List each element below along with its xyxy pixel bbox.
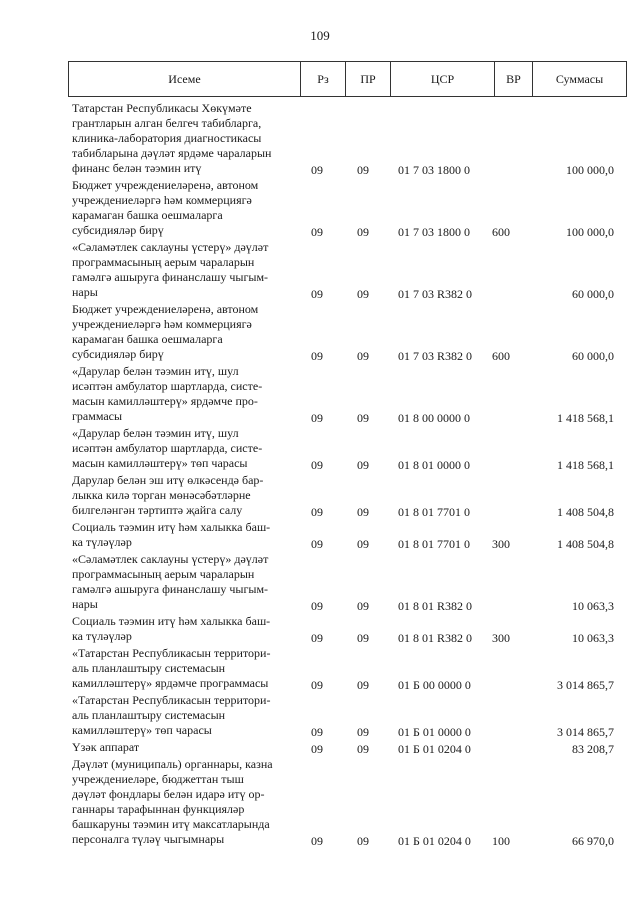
row-pr: 09: [357, 742, 369, 756]
table-row: [0, 302, 640, 364]
row-pr: 09: [357, 834, 369, 848]
table-row: [0, 364, 640, 426]
row-sum: 1 408 504,8: [557, 505, 614, 519]
row-pr: 09: [357, 725, 369, 739]
row-name-line: ка түләүләр: [72, 629, 132, 643]
row-name-line: Дәүләт (муниципаль) органнары, казна: [72, 757, 273, 771]
row-name: [72, 240, 290, 300]
row-pr: 09: [357, 537, 369, 551]
row-name-line: «Сәламәтлек саклауны үстерү» дәүләт: [72, 240, 269, 254]
row-rz: 09: [311, 725, 323, 739]
row-rz: 09: [311, 834, 323, 848]
row-vr: 100: [492, 834, 510, 848]
row-csr: 01 Б 01 0204 0: [398, 742, 471, 756]
row-rz: 09: [311, 537, 323, 551]
row-name-line: Бюджет учреждениеләренә, автоном: [72, 302, 259, 316]
row-vr: 600: [492, 349, 510, 363]
row-rz: 09: [311, 349, 323, 363]
row-name-line: Дарулар белән эш итү өлкәсендә бар-: [72, 473, 264, 487]
row-sum: 83 208,7: [572, 742, 614, 756]
row-rz: 09: [311, 225, 323, 239]
row-csr: 01 8 01 R382 0: [398, 599, 473, 613]
row-rz: 09: [311, 458, 323, 472]
row-csr: 01 8 00 0000 0: [398, 411, 470, 425]
row-sum: 3 014 865,7: [557, 725, 614, 739]
row-name-line: карамаган башка оешмаларга: [72, 208, 223, 222]
row-sum: 60 000,0: [572, 287, 614, 301]
row-name: [72, 740, 290, 755]
row-name-line: аль планлаштыру системасын: [72, 661, 226, 675]
row-csr: 01 8 01 7701 0: [398, 505, 470, 519]
budget-table-body: [0, 101, 640, 849]
row-name-line: камилләштерү» ярдәмче программасы: [72, 676, 269, 690]
row-name-line: персоналга түләү чыгымнары: [72, 832, 225, 846]
row-name: [72, 693, 290, 738]
row-name-line: гамәлгә ашыруга финанслашу чыгым-: [72, 270, 269, 284]
row-name-line: масын камилләштерү» ярдәмче про-: [72, 394, 258, 408]
row-csr: 01 8 01 7701 0: [398, 537, 470, 551]
row-name: [72, 757, 290, 847]
table-row: [0, 552, 640, 614]
row-csr: 01 Б 00 0000 0: [398, 678, 471, 692]
row-name-line: дәүләт фондлары белән идарә итү ор-: [72, 787, 265, 801]
row-name-line: финанс белән тәэмин итү: [72, 161, 202, 175]
row-csr: 01 7 03 1800 0: [398, 163, 470, 177]
row-name-line: «Дарулар белән тәэмин итү, шул: [72, 364, 239, 378]
row-name: [72, 178, 290, 238]
table-row: [0, 240, 640, 302]
page-number: 109: [310, 28, 330, 43]
row-pr: 09: [357, 225, 369, 239]
row-name-line: учреждениеләргә һәм коммерциягә: [72, 193, 252, 207]
row-sum: 100 000,0: [566, 163, 614, 177]
row-pr: 09: [357, 599, 369, 613]
table-row: [0, 473, 640, 520]
table-row: [0, 740, 640, 757]
row-name-line: «Татарстан Республикасын территори-: [72, 693, 271, 707]
row-rz: 09: [311, 742, 323, 756]
row-csr: 01 7 03 R382 0: [398, 287, 473, 301]
row-name-line: «Сәламәтлек саклауны үстерү» дәүләт: [72, 552, 269, 566]
table-row: [0, 101, 640, 178]
row-name-line: Социаль тәэмин итү һәм халыкка баш-: [72, 614, 271, 628]
column-header-pr: ПР: [346, 62, 391, 97]
row-name: [72, 302, 290, 362]
row-name: [72, 426, 290, 471]
row-name-line: субсидияләр бирү: [72, 223, 164, 237]
row-name-line: исәптән амбулатор шартларда, систе-: [72, 441, 263, 455]
row-sum: 60 000,0: [572, 349, 614, 363]
row-pr: 09: [357, 458, 369, 472]
row-csr: 01 7 03 R382 0: [398, 349, 473, 363]
row-sum: 10 063,3: [572, 599, 614, 613]
table-row: [0, 757, 640, 849]
row-name-line: субсидияләр бирү: [72, 347, 164, 361]
table-row: [0, 178, 640, 240]
row-sum: 1 418 568,1: [557, 458, 614, 472]
row-name-line: учреждениеләре, бюджеттан тыш: [72, 772, 244, 786]
row-name-line: гамәлгә ашыруга финанслашу чыгым-: [72, 582, 269, 596]
row-sum: 100 000,0: [566, 225, 614, 239]
row-name-line: масын камилләштерү» төп чарасы: [72, 456, 248, 470]
row-name-line: табибларына дәүләт ярдәме чараларын: [72, 146, 272, 160]
row-csr: 01 Б 01 0000 0: [398, 725, 471, 739]
row-name-line: Социаль тәэмин итү һәм халыкка баш-: [72, 520, 271, 534]
row-name-line: Үзәк аппарат: [72, 740, 140, 754]
table-row: [0, 614, 640, 646]
row-name-line: учреждениеләргә һәм коммерциягә: [72, 317, 252, 331]
row-name-line: «Дарулар белән тәэмин итү, шул: [72, 426, 239, 440]
row-name-line: нары: [72, 285, 98, 299]
row-pr: 09: [357, 411, 369, 425]
row-name-line: ганнары тарафыннан функцияләр: [72, 802, 245, 816]
row-vr: 300: [492, 631, 510, 645]
row-pr: 09: [357, 287, 369, 301]
row-name: [72, 364, 290, 424]
row-name-line: Татарстан Республикасы Хөкүмәте: [72, 101, 252, 115]
row-name-line: лыкка килә торган мөнәсәбәтләрне: [72, 488, 251, 502]
row-sum: 1 418 568,1: [557, 411, 614, 425]
row-sum: 66 970,0: [572, 834, 614, 848]
row-name-line: камилләштерү» төп чарасы: [72, 723, 212, 737]
row-name: [72, 552, 290, 612]
table-header: [68, 61, 627, 97]
row-rz: 09: [311, 631, 323, 645]
row-name-line: билгеләнгән тәртиптә җайга салу: [72, 503, 243, 517]
row-name-line: нары: [72, 597, 98, 611]
row-csr: 01 8 01 R382 0: [398, 631, 473, 645]
row-rz: 09: [311, 163, 323, 177]
row-name-line: программасының аерым чараларын: [72, 255, 255, 269]
row-pr: 09: [357, 349, 369, 363]
row-name-line: ка түләүләр: [72, 535, 132, 549]
row-sum: 10 063,3: [572, 631, 614, 645]
row-name-line: «Татарстан Республикасын территори-: [72, 646, 271, 660]
table-row: [0, 520, 640, 552]
column-header-csr: ЦСР: [391, 62, 495, 97]
column-header-rz: Рз: [301, 62, 346, 97]
row-name-line: Бюджет учреждениеләренә, автоном: [72, 178, 259, 192]
row-name-line: программасының аерым чараларын: [72, 567, 255, 581]
row-rz: 09: [311, 599, 323, 613]
row-csr: 01 7 03 1800 0: [398, 225, 470, 239]
row-rz: 09: [311, 411, 323, 425]
row-name: [72, 614, 290, 644]
row-name-line: клиника-лаборатория диагностикасы: [72, 131, 262, 145]
column-header-sum: Суммасы: [533, 62, 627, 97]
table-row: [0, 693, 640, 740]
row-name-line: исәптән амбулатор шартларда, систе-: [72, 379, 263, 393]
row-rz: 09: [311, 678, 323, 692]
row-sum: 1 408 504,8: [557, 537, 614, 551]
row-name: [72, 646, 290, 691]
row-name: [72, 520, 290, 550]
row-pr: 09: [357, 678, 369, 692]
row-name-line: карамаган башка оешмаларга: [72, 332, 223, 346]
row-pr: 09: [357, 631, 369, 645]
row-name: [72, 101, 290, 176]
column-header-name: Исеме: [69, 62, 301, 97]
table-row: [0, 426, 640, 473]
row-name-line: башкаруны тәэмин итү максатларында: [72, 817, 270, 831]
row-vr: 600: [492, 225, 510, 239]
row-name-line: аль планлаштыру системасын: [72, 708, 226, 722]
row-rz: 09: [311, 505, 323, 519]
row-name-line: граммасы: [72, 409, 123, 423]
row-vr: 300: [492, 537, 510, 551]
row-pr: 09: [357, 505, 369, 519]
row-csr: 01 8 01 0000 0: [398, 458, 470, 472]
row-name-line: грантларын алган белгеч табибларга,: [72, 116, 262, 130]
table-row: [0, 646, 640, 693]
row-pr: 09: [357, 163, 369, 177]
row-rz: 09: [311, 287, 323, 301]
column-header-vr: ВР: [495, 62, 533, 97]
row-csr: 01 Б 01 0204 0: [398, 834, 471, 848]
row-sum: 3 014 865,7: [557, 678, 614, 692]
row-name: [72, 473, 290, 518]
